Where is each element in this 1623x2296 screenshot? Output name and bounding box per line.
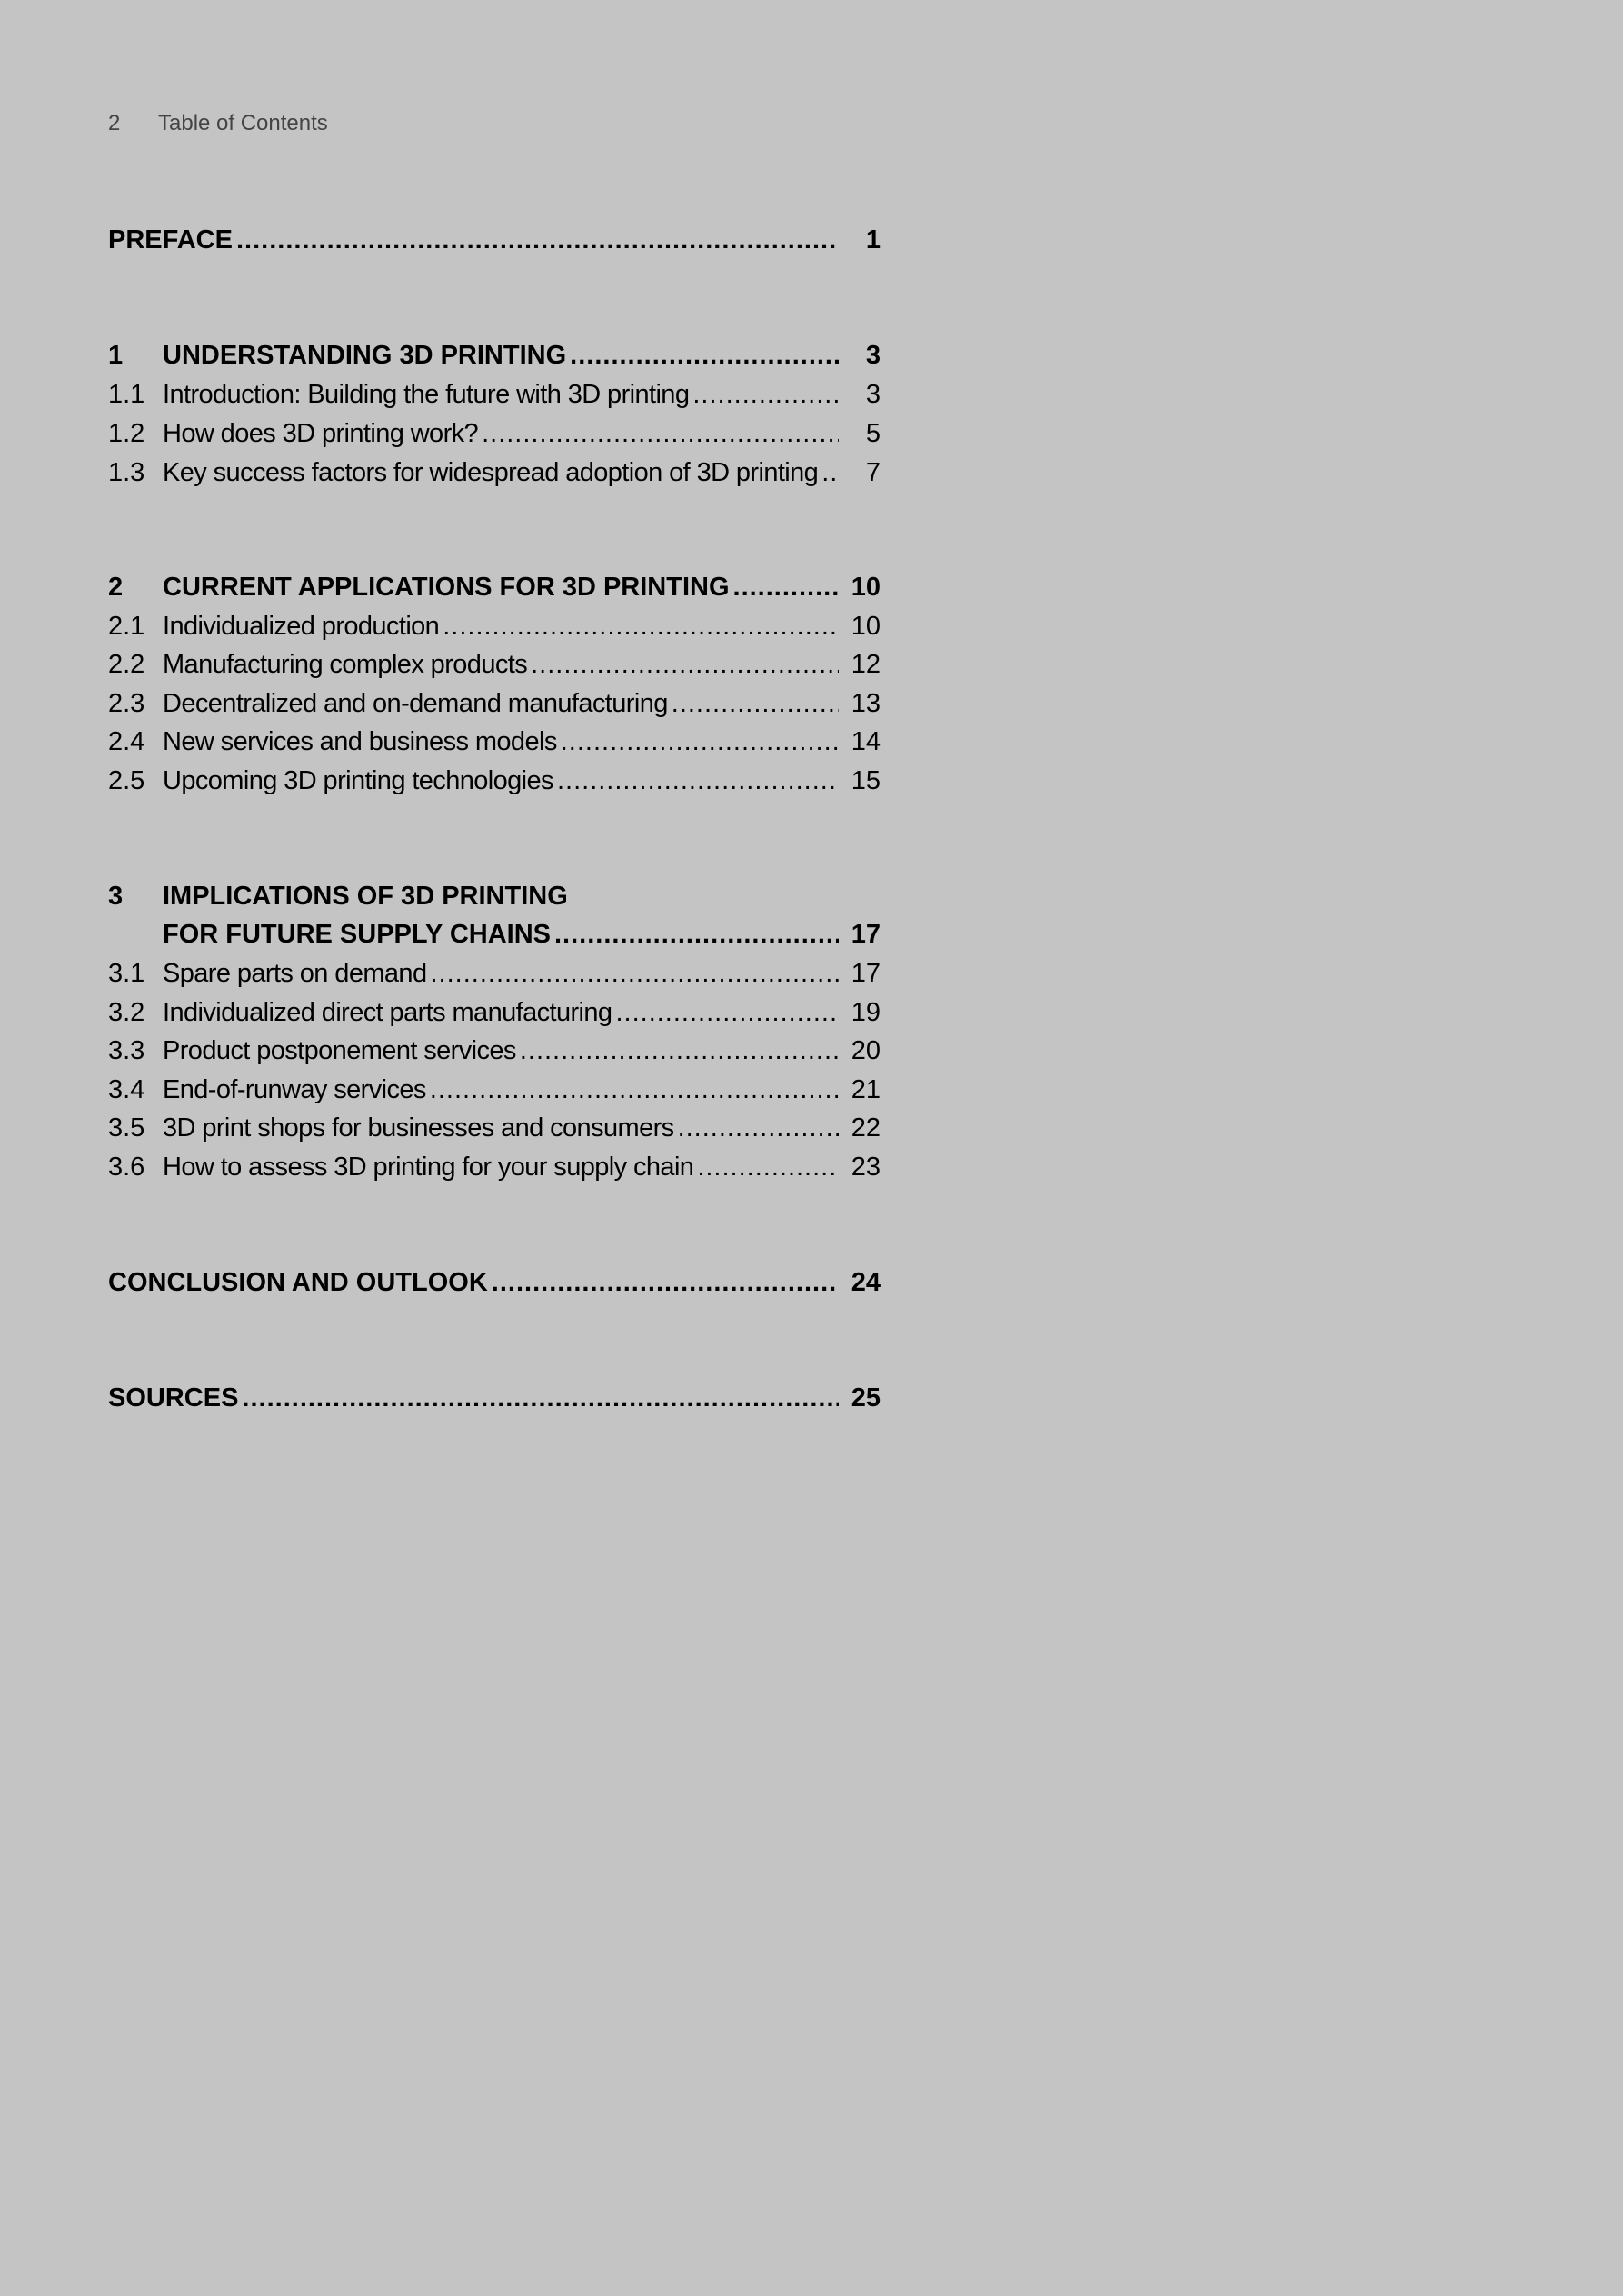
toc-section-title: 3D print shops for businesses and consumers	[163, 1113, 674, 1143]
toc-section-number: 3.2	[108, 998, 145, 1027]
dot-leader	[615, 996, 839, 1029]
toc-section-page: 14	[851, 727, 881, 756]
toc-chapter-number: 3	[108, 882, 124, 911]
toc-section-page: 5	[865, 419, 881, 448]
toc-chapter-page: 3	[865, 341, 881, 370]
toc-section-title: How does 3D printing work?	[163, 419, 479, 448]
toc-section-page: 19	[851, 998, 881, 1027]
toc-section-title: Manufacturing complex products	[163, 650, 528, 679]
toc-section-number: 2.4	[108, 727, 145, 756]
toc-section-page: 20	[851, 1036, 881, 1065]
toc-section-number: 2.3	[108, 689, 145, 718]
header-page-number: 2	[108, 111, 121, 135]
toc-entry-title: PREFACE	[108, 225, 233, 255]
dot-leader	[557, 764, 839, 797]
toc-section-3-6[interactable]	[108, 1151, 881, 1183]
toc-chapter-page: 17	[851, 920, 881, 949]
dot-leader	[443, 610, 839, 643]
dot-leader	[554, 918, 839, 951]
toc-section-page: 21	[851, 1075, 881, 1104]
toc-section-title: Introduction: Building the future with 3D printing	[163, 380, 690, 409]
toc-entry-page: 25	[851, 1383, 881, 1413]
toc-section-page: 23	[851, 1153, 881, 1182]
toc-section-number: 2.2	[108, 650, 145, 679]
dot-leader	[678, 1112, 839, 1144]
toc-chapter-number: 1	[108, 341, 124, 370]
toc-entry-page: 24	[851, 1268, 881, 1297]
dot-leader	[430, 957, 839, 990]
toc-section-1-2[interactable]	[108, 417, 881, 450]
toc-chapter-2[interactable]	[108, 571, 881, 604]
toc-section-3-1[interactable]	[108, 957, 881, 990]
toc-section-3-2[interactable]	[108, 996, 881, 1029]
toc-section-3-4[interactable]	[108, 1073, 881, 1106]
dot-leader	[242, 1382, 839, 1414]
toc-chapter-1[interactable]	[108, 339, 881, 372]
toc-section-page: 13	[851, 689, 881, 718]
toc-section-page: 22	[851, 1113, 881, 1143]
toc-section-page: 15	[851, 766, 881, 795]
toc-section-page: 17	[851, 959, 881, 988]
dot-leader	[561, 725, 839, 758]
toc-section-number: 1.1	[108, 380, 145, 409]
toc-section-page: 3	[865, 380, 881, 409]
dot-leader	[672, 687, 839, 720]
toc-chapter-title: UNDERSTANDING 3D PRINTING	[163, 341, 567, 370]
toc-section-number: 3.5	[108, 1113, 145, 1143]
toc-section-number: 3.4	[108, 1075, 145, 1104]
toc-section-number: 2.5	[108, 766, 145, 795]
toc-entry-preface[interactable]	[108, 224, 881, 256]
dot-leader	[492, 1266, 839, 1299]
toc-section-page: 10	[851, 612, 881, 641]
toc-section-title: Spare parts on demand	[163, 959, 427, 988]
toc-entry-title: CONCLUSION AND OUTLOOK	[108, 1268, 488, 1297]
toc-entry-title: SOURCES	[108, 1383, 239, 1413]
toc-section-title: End-of-runway services	[163, 1075, 426, 1104]
dot-leader	[733, 571, 839, 604]
toc-section-number: 3.1	[108, 959, 145, 988]
toc-section-2-5[interactable]	[108, 764, 881, 797]
toc-section-1-1[interactable]	[108, 378, 881, 411]
toc-section-title: Individualized production	[163, 612, 440, 641]
toc-section-title: Upcoming 3D printing technologies	[163, 766, 553, 795]
toc-chapter-title-continued: FOR FUTURE SUPPLY CHAINS	[163, 920, 551, 949]
running-header	[108, 111, 328, 136]
toc-section-title: Product postponement services	[163, 1036, 516, 1065]
toc-chapter-3-line2[interactable]	[108, 918, 881, 951]
dot-leader	[692, 378, 839, 411]
toc-entry-sources[interactable]	[108, 1382, 881, 1414]
toc-section-2-1[interactable]	[108, 610, 881, 643]
toc-chapter-title: CURRENT APPLICATIONS FOR 3D PRINTING	[163, 573, 730, 602]
dot-leader	[482, 417, 839, 450]
toc-entry-page: 1	[865, 225, 881, 255]
dot-leader	[236, 224, 839, 256]
dot-leader	[430, 1073, 839, 1106]
toc-chapter-title: IMPLICATIONS OF 3D PRINTING	[163, 882, 568, 911]
toc-section-2-4[interactable]	[108, 725, 881, 758]
toc-section-1-3[interactable]	[108, 456, 881, 489]
toc-chapter-3-line1[interactable]	[108, 880, 881, 913]
toc-section-number: 2.1	[108, 612, 145, 641]
dot-leader	[821, 456, 839, 489]
toc-chapter-page: 10	[851, 573, 881, 602]
dot-leader	[531, 648, 839, 681]
toc-section-title: How to assess 3D printing for your supply chain	[163, 1153, 694, 1182]
dot-leader	[520, 1034, 839, 1067]
dot-leader	[697, 1151, 839, 1183]
toc-section-title: Decentralized and on-demand manufacturing	[163, 689, 668, 718]
toc-chapter-number: 2	[108, 573, 124, 602]
toc-section-title: Key success factors for widespread adoption of 3D printing	[163, 458, 819, 487]
toc-section-page: 7	[865, 458, 881, 487]
toc-section-page: 12	[851, 650, 881, 679]
toc-section-number: 1.3	[108, 458, 145, 487]
toc-section-3-5[interactable]	[108, 1112, 881, 1144]
toc-section-title: Individualized direct parts manufacturing	[163, 998, 612, 1027]
toc-entry-conclusion[interactable]	[108, 1266, 881, 1299]
toc-section-2-3[interactable]	[108, 687, 881, 720]
header-running-title: Table of Contents	[158, 111, 328, 135]
toc-section-2-2[interactable]	[108, 648, 881, 681]
toc-section-number: 3.3	[108, 1036, 145, 1065]
dot-leader	[570, 339, 839, 372]
toc-section-number: 3.6	[108, 1153, 145, 1182]
toc-section-title: New services and business models	[163, 727, 557, 756]
toc-section-number: 1.2	[108, 419, 145, 448]
toc-section-3-3[interactable]	[108, 1034, 881, 1067]
